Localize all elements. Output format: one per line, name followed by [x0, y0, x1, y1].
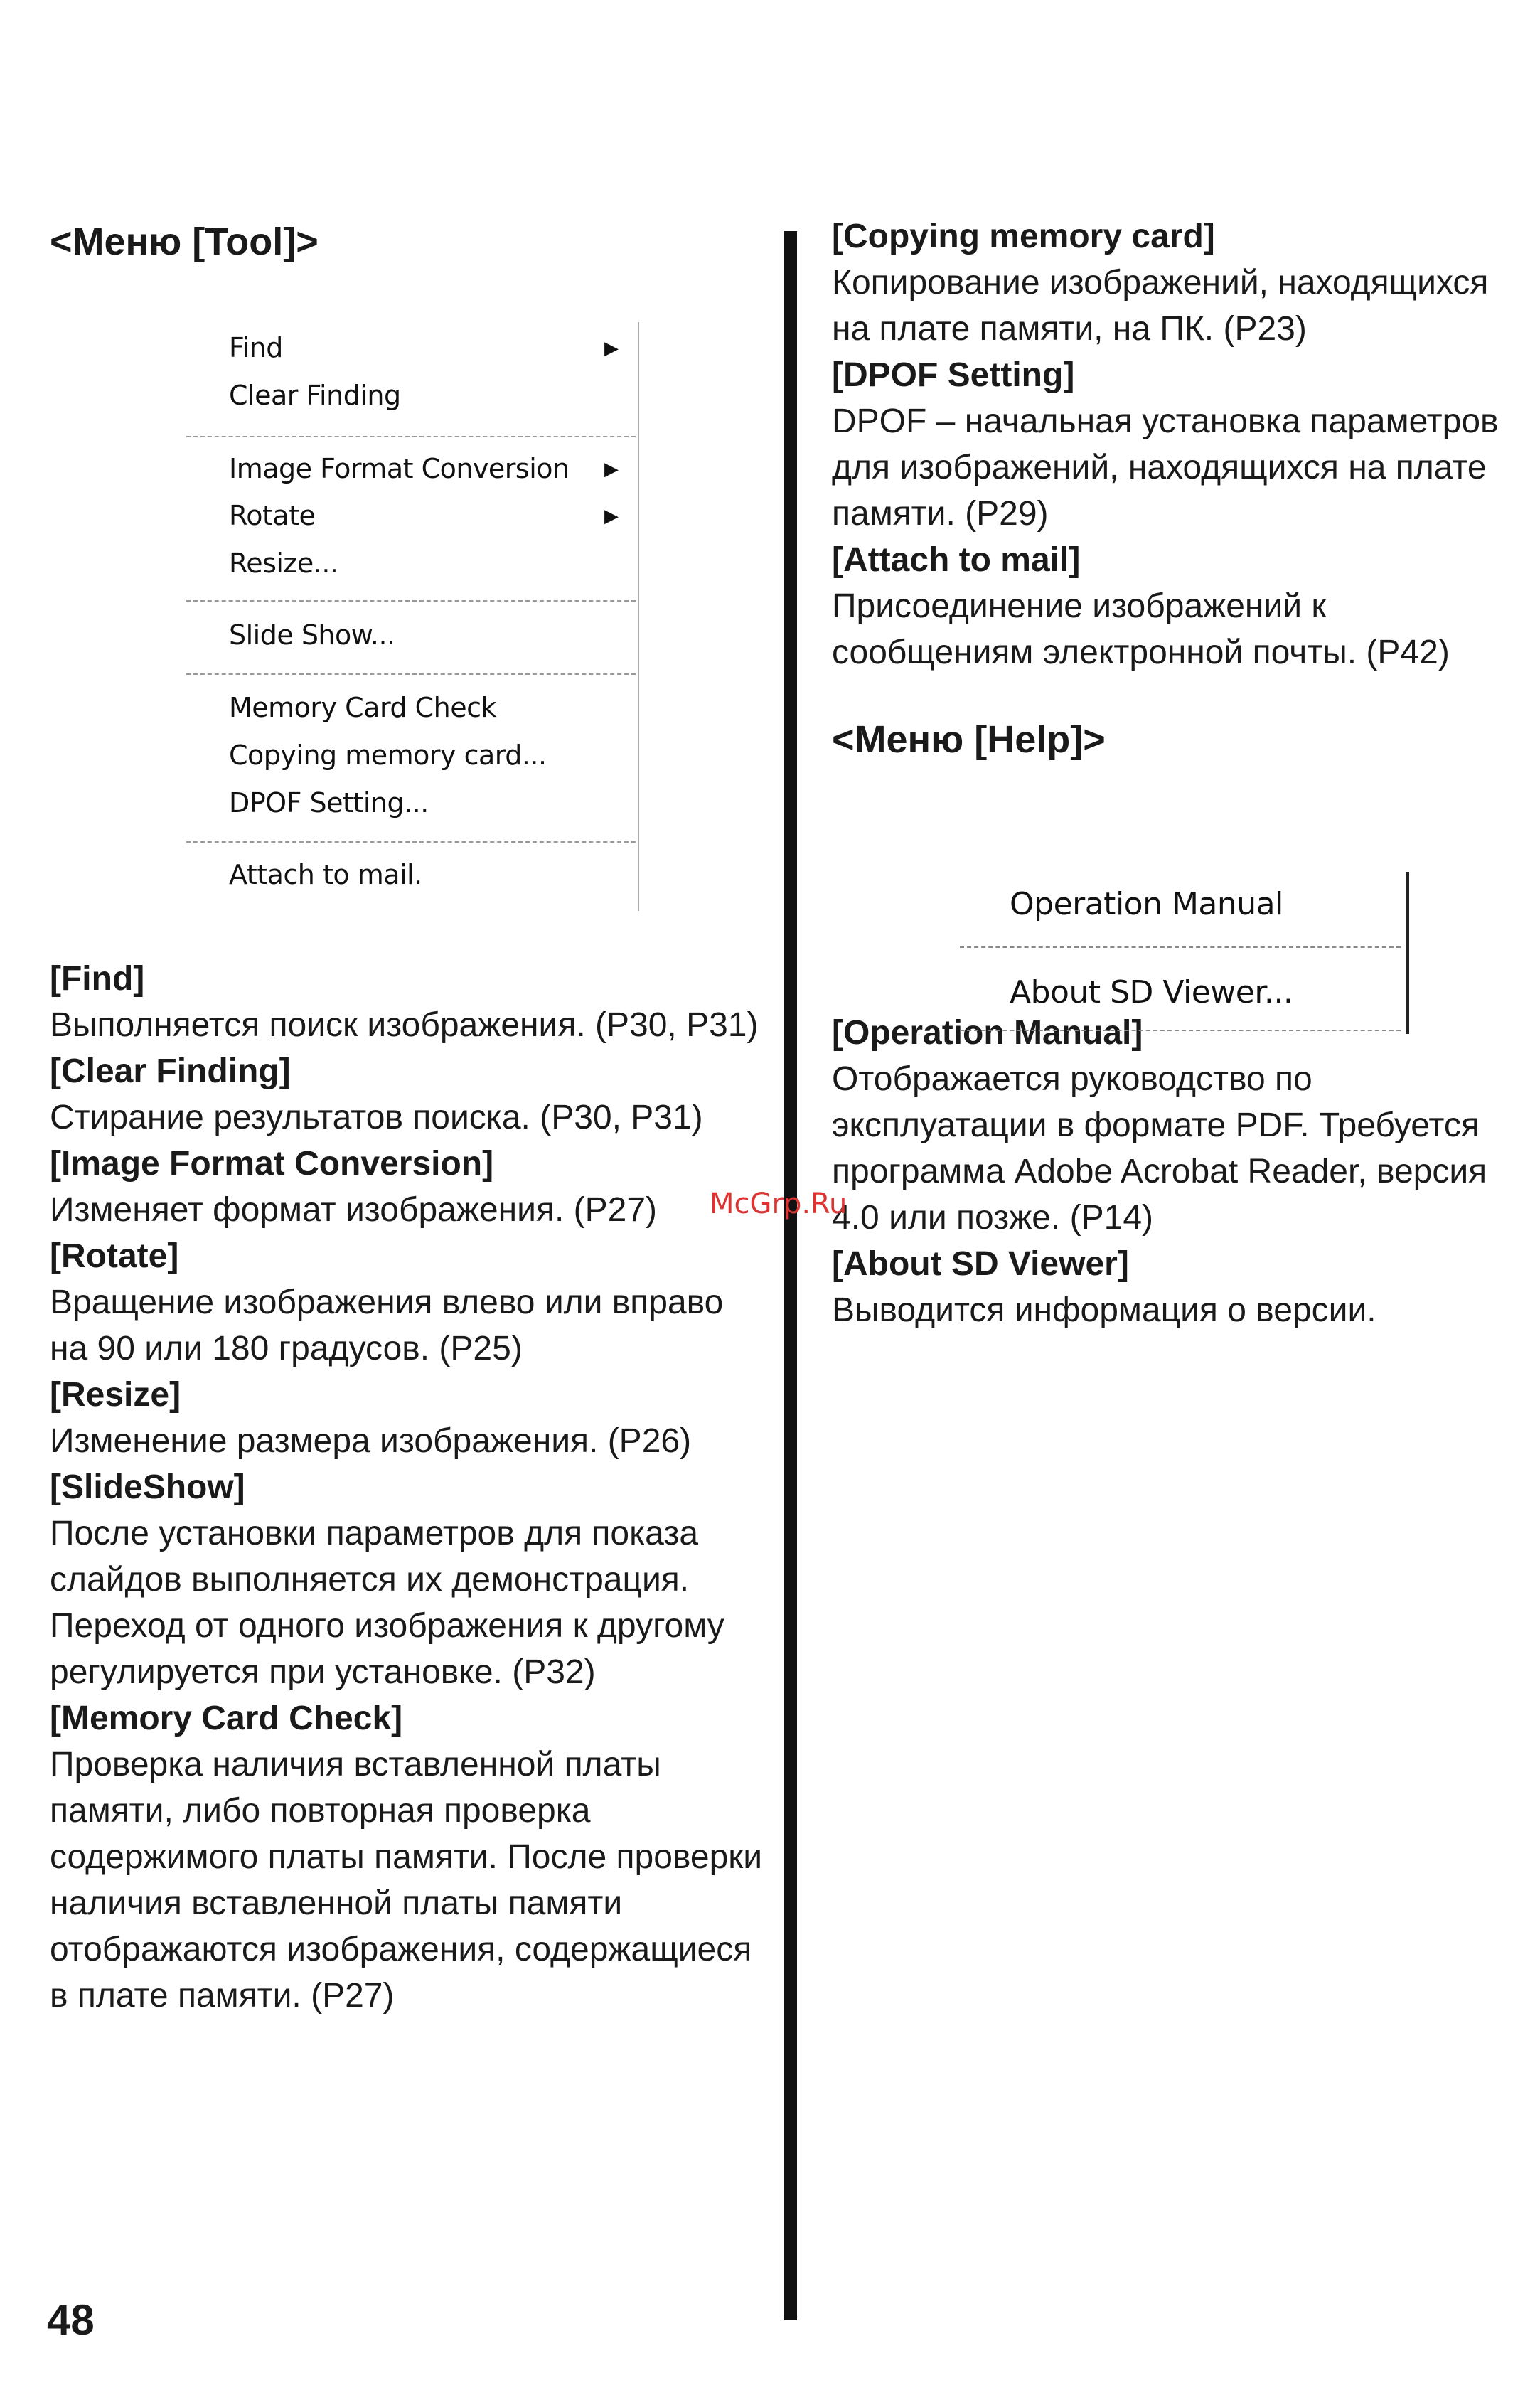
entry-resize — [50, 1372, 768, 1464]
entry-desc: Стирание результатов поиска. (P30, P31) — [50, 1099, 703, 1136]
menu-item-copying-memory-card[interactable]: Copying memory card... — [229, 740, 547, 771]
entry-operation-manual — [832, 1010, 1514, 1241]
entry-dpof-setting — [832, 352, 1514, 537]
entry-desc: Выводится информация о версии. — [832, 1291, 1376, 1329]
entry-rotate — [50, 1233, 768, 1372]
menu-item-rotate[interactable]: Rotate — [229, 500, 316, 531]
entry-term: [Copying memory card] — [832, 218, 1215, 255]
entry-term: [SlideShow] — [50, 1468, 245, 1506]
right-column — [832, 213, 1514, 1333]
entry-term: [Memory Card Check] — [50, 1700, 403, 1737]
submenu-arrow-icon: ▶ — [604, 506, 619, 527]
menu-item-operation-manual[interactable]: Operation Manual — [1010, 886, 1283, 922]
menu-item-clear-finding[interactable]: Clear Finding — [229, 380, 401, 411]
menu-item-about-sd-viewer[interactable]: About SD Viewer... — [1010, 974, 1293, 1010]
entry-memory-card-check — [50, 1695, 768, 2019]
entry-desc: Проверка наличия вставленной платы памяти, либо повторная проверка содержимого платы памяти. После проверки наличия вставленной платы памяти отображаются изображения, содержащиеся в плате памяти. (P27) — [50, 1746, 763, 2015]
entry-image-format-conversion — [50, 1141, 768, 1233]
menu-item-image-format-conversion[interactable]: Image Format Conversion — [229, 453, 570, 484]
tool-menu-heading: <Меню [Tool]> — [50, 220, 319, 263]
menu-separator — [960, 946, 1401, 948]
entry-desc: Изменение размера изображения. (P26) — [50, 1422, 692, 1460]
entry-term: [Resize] — [50, 1376, 181, 1414]
tool-menu-screenshot — [137, 322, 639, 911]
help-menu-heading: <Меню [Help]> — [832, 718, 1106, 761]
menu-separator — [960, 1030, 1401, 1031]
menu-item-find[interactable]: Find — [229, 332, 283, 363]
menu-item-dpof-setting[interactable]: DPOF Setting... — [229, 787, 429, 818]
entry-desc: Выполняется поиск изображения. (P30, P31) — [50, 1006, 759, 1044]
column-divider — [784, 231, 797, 2320]
menu-separator — [186, 600, 636, 602]
menu-separator — [186, 673, 636, 675]
entry-desc: Присоединение изображений к сообщениям электронной почты. (P42) — [832, 587, 1450, 671]
menu-item-memory-card-check[interactable]: Memory Card Check — [229, 692, 496, 723]
entry-desc: Вращение изображения влево или вправо на 90 или 180 градусов. (P25) — [50, 1284, 724, 1367]
menu-item-slide-show[interactable]: Slide Show... — [229, 619, 395, 651]
watermark: McGrp.Ru — [710, 1188, 847, 1220]
menu-separator — [186, 436, 636, 437]
entry-desc: Изменяет формат изображения. (P27) — [50, 1191, 657, 1229]
entry-term: [Clear Finding] — [50, 1052, 291, 1090]
menu-separator — [186, 841, 636, 843]
menu-edge — [638, 322, 639, 911]
menu-edge — [1406, 872, 1409, 1034]
entry-desc: После установки параметров для показа слайдов выполняется их демонстрация. Переход от одного изображения к другому регулируется при установке. (P32) — [50, 1515, 724, 1691]
submenu-arrow-icon: ▶ — [604, 338, 619, 359]
page-number: 48 — [47, 2296, 95, 2344]
entry-term: [DPOF Setting] — [832, 356, 1075, 394]
entry-term: [Find] — [50, 960, 145, 998]
entry-term: [Image Format Conversion] — [50, 1145, 494, 1183]
entry-copying-memory-card — [832, 213, 1514, 352]
entry-attach-to-mail — [832, 537, 1514, 676]
menu-item-resize[interactable]: Resize... — [229, 548, 338, 579]
entry-term: [Attach to mail] — [832, 541, 1081, 579]
menu-item-attach-to-mail[interactable]: Attach to mail. — [229, 859, 422, 890]
entry-term: [Operation Manual] — [832, 1014, 1143, 1052]
submenu-arrow-icon: ▶ — [604, 459, 619, 480]
entry-term: [About SD Viewer] — [832, 1245, 1129, 1283]
help-menu-screenshot — [946, 872, 1409, 1034]
entry-desc: Копирование изображений, находящихся на плате памяти, на ПК. (P23) — [832, 264, 1489, 348]
entry-about-sd-viewer — [832, 1241, 1514, 1333]
entry-term: [Rotate] — [50, 1237, 179, 1275]
entry-find — [50, 956, 768, 1048]
entry-desc: Отображается руководство по эксплуатации в формате PDF. Требуется программа Adobe Acrobat Reader, версия 4.0 или позже. (P14) — [832, 1060, 1487, 1237]
entry-desc: DPOF – начальная установка параметров для изображений, находящихся на плате памяти. (P29) — [832, 402, 1499, 533]
entry-slideshow — [50, 1464, 768, 1695]
entry-clear-finding — [50, 1048, 768, 1141]
spacer — [832, 676, 1514, 711]
